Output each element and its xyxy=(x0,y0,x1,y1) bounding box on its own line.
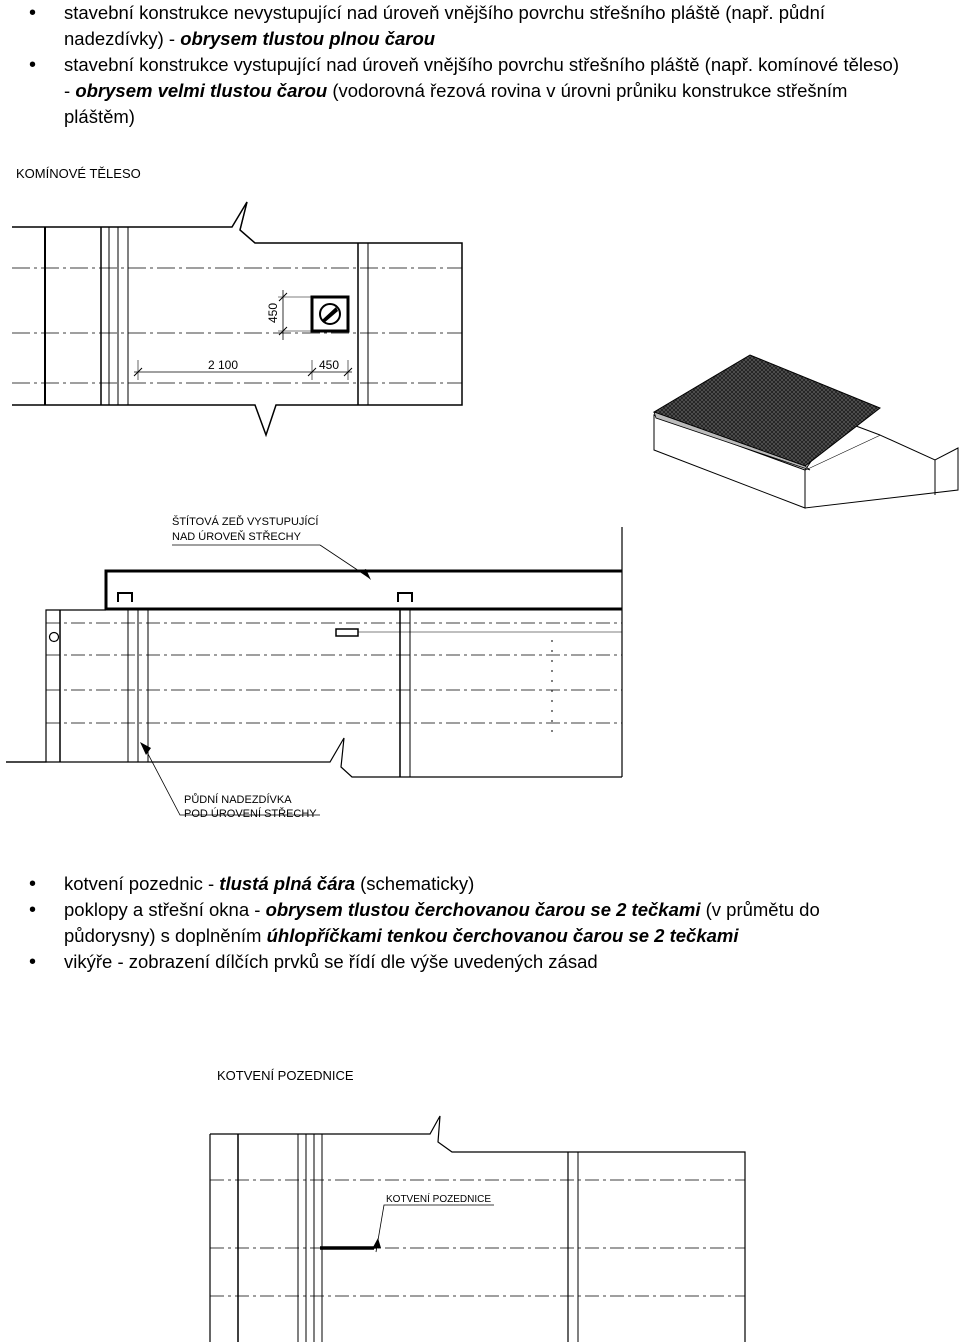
dimension-label: 2 100 xyxy=(208,358,239,372)
roof-3d-icon xyxy=(640,320,960,520)
label-text: KOTVENÍ POZEDNICE xyxy=(386,1194,492,1205)
list-item: • poklopy a střešní okna - obrysem tlustou čerchovanou čarou se 2 tečkami (v průmětu do půdorysny) s doplněním úhlopříčkami tenkou čerchovanou čarou se 2 tečkami xyxy=(0,897,900,949)
label-text: POD ÚROVENÍ STŘECHY xyxy=(184,808,317,820)
list-item: • stavební konstrukce vystupující nad úroveň vnějšího povrchu střešního pláště (např. komínové těleso) - obrysem velmi tlustou čarou (vodorovná řezová rovina v úrovni průniku konstrukce střešním pláštěm) xyxy=(0,52,900,130)
list-item: • vikýře - zobrazení dílčích prvků se řídí dle výše uvedených zásad xyxy=(0,949,900,975)
label-text: NAD ÚROVEŇ STŘECHY xyxy=(172,531,301,543)
bullet-list-top xyxy=(0,0,900,130)
label-text: PŮDNÍ NADEZDÍVKA xyxy=(184,794,292,806)
figure-wall-plate-anchor xyxy=(0,1060,960,1342)
dimension-label: 450 xyxy=(319,358,340,372)
list-item: • kotvení pozednic - tlustá plná čára (schematicky) xyxy=(0,871,900,897)
figure-title: KOTVENÍ POZEDNICE xyxy=(217,1068,354,1083)
chimney-icon xyxy=(312,297,348,331)
figure-gable-wall xyxy=(0,505,960,830)
list-item: • stavební konstrukce nevystupující nad úroveň vnějšího povrchu střešního pláště (např. půdní nadezdívky) - obrysem tlustou plnou čarou xyxy=(0,0,900,52)
label-text: ŠTÍTOVÁ ZEĎ VYSTUPUJÍCÍ xyxy=(172,516,319,528)
dimension-label: 450 xyxy=(266,302,280,323)
bullet-list-bottom xyxy=(0,871,900,975)
figure-title: KOMÍNOVÉ TĚLESO xyxy=(16,166,141,181)
